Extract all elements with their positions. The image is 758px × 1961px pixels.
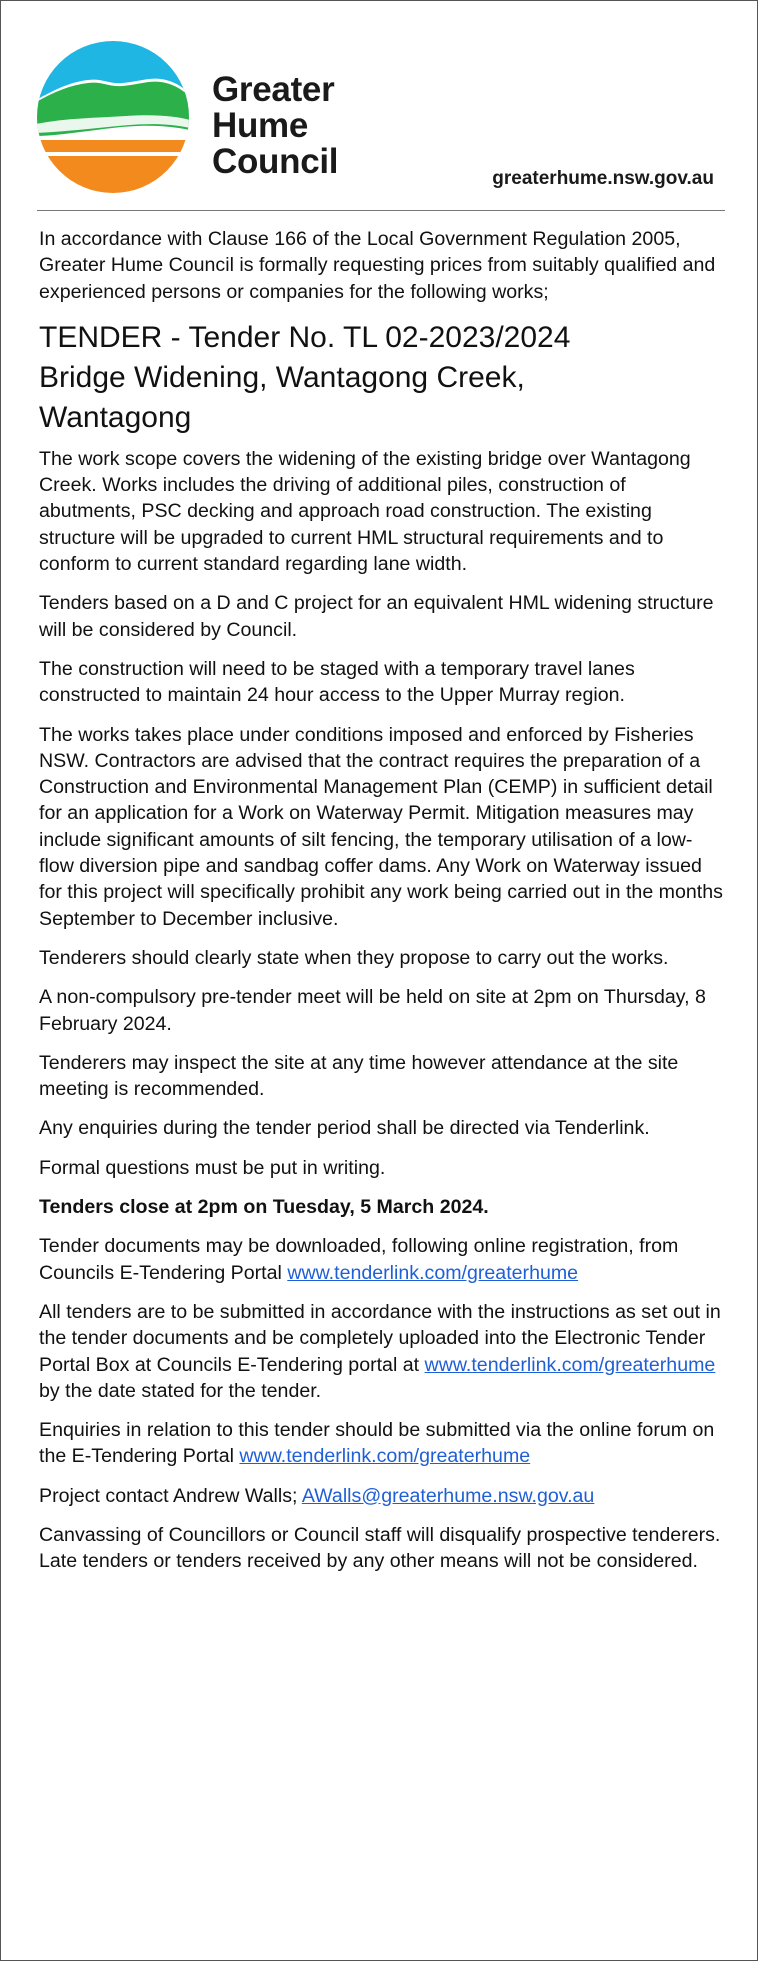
- formal-questions-paragraph: Formal questions must be put in writing.: [39, 1156, 386, 1179]
- council-name-line-3: Council: [212, 142, 339, 181]
- intro-paragraph: In accordance with Clause 166 of the Local Government Regulation 2005, Greater Hume Council is formally requesting prices from suitably qualified and experienced persons or companies for the following works;: [39, 228, 716, 303]
- submission-text: All tenders are to be submitted in accordance with the instructions as set out in the tender documents and be completely uploaded into the Electronic Tender Portal Box at Councils E-Tendering portal at: [39, 1300, 721, 1376]
- documents-text: Tender documents may be downloaded, following online registration, from Councils E-Tendering Portal: [39, 1235, 679, 1284]
- submission-tail: by the date stated for the tender.: [39, 1379, 322, 1402]
- forum-paragraph: [39, 1417, 725, 1470]
- council-name-line-1: Greater: [212, 70, 335, 109]
- fisheries-paragraph: The works takes place under conditions imposed and enforced by Fisheries NSW. Contractors are advised that the contract requires the preparation of a Construction and Environmental Management Plan (CEMP) in sufficient detail for an application for a Work on Waterway Permit. Mitigation measures may include significant amounts of silt fencing, the temporary utilisation of a low-flow diversion pipe and sandbag coffer dams. Any Work on Waterway issued for this project will specifically prohibit any work being carried out in the months September to December inclusive.: [39, 723, 723, 930]
- enquiries-period-paragraph: Any enquiries during the tender period shall be directed via Tenderlink.: [39, 1117, 650, 1140]
- tender-title-line-3: Wantagong: [39, 400, 192, 434]
- tenderlink-submission-link[interactable]: www.tenderlink.com/greaterhume: [424, 1353, 716, 1376]
- council-website: greaterhume.nsw.gov.au: [492, 168, 714, 189]
- tenderlink-documents-link[interactable]: www.tenderlink.com/greaterhume: [287, 1261, 579, 1284]
- tenderlink-forum-link[interactable]: www.tenderlink.com/greaterhume: [239, 1445, 531, 1468]
- staging-paragraph: The construction will need to be staged with a temporary travel lanes constructed to maintain 24 hour access to the Upper Murray region.: [39, 657, 635, 707]
- tender-title-line-2: Bridge Widening, Wantagong Creek,: [39, 360, 525, 394]
- forum-text: Enquiries in relation to this tender should be submitted via the online forum on the E-Tendering Portal: [39, 1419, 715, 1468]
- contact-paragraph: [39, 1483, 725, 1509]
- header: [0, 0, 758, 212]
- site-meeting-paragraph: A non-compulsory pre-tender meet will be held on site at 2pm on Thursday, 8 February 2024.: [39, 986, 706, 1035]
- d-and-c-paragraph: Tenders based on a D and C project for an equivalent HML widening structure will be considered by Council.: [39, 592, 714, 641]
- header-divider: [37, 210, 725, 211]
- notice-body: [39, 226, 725, 1588]
- council-name: [212, 72, 338, 180]
- inspection-paragraph: Tenderers may inspect the site at any time however attendance at the site meeting is recommended.: [39, 1051, 679, 1101]
- canvassing-paragraph: Canvassing of Councillors or Council staff will disqualify prospective tenderers. Late tenders or tenders received by any other means will not be considered.: [39, 1523, 721, 1573]
- documents-paragraph: [39, 1233, 725, 1286]
- contact-email-link[interactable]: AWalls@greaterhume.nsw.gov.au: [301, 1484, 595, 1507]
- contact-text: Project contact Andrew Walls;: [39, 1484, 302, 1507]
- timing-paragraph: Tenderers should clearly state when they propose to carry out the works.: [39, 946, 669, 969]
- council-name-line-2: Hume: [212, 106, 309, 145]
- council-logo: [36, 40, 190, 194]
- tender-title: [39, 318, 725, 438]
- closing-date-paragraph: Tenders close at 2pm on Tuesday, 5 March 2024.: [39, 1196, 489, 1219]
- tender-title-line-1: TENDER - Tender No. TL 02-2023/2024: [39, 320, 571, 354]
- submission-paragraph: [39, 1299, 725, 1404]
- scope-paragraph: The work scope covers the widening of the existing bridge over Wantagong Creek. Works includes the driving of additional piles, construction of abutments, PSC decking and approach road construction. The existing structure will be upgraded to current HML structural requirements and to conform to current standard regarding lane width.: [39, 447, 691, 576]
